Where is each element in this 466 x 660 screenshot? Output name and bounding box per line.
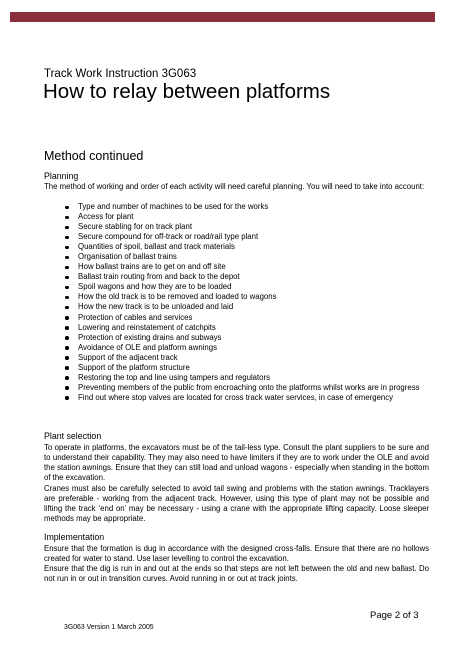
plant-selection-heading: Plant selection [44, 431, 102, 441]
list-item: Avoidance of OLE and platform awnings [44, 343, 429, 353]
list-item: Quantities of spoil, ballast and track materials [44, 242, 429, 252]
plant-selection-paragraph-1: To operate in platforms, the excavators must be of the tail-less type. Consult the plant suppliers to be sure and to understand their capability. They may also need to have limiters if they are to work under the OLE and avoid the station awnings. Ensure that they can still load and unload wagons - especially when standing in the bottom of the excavation. [44, 443, 429, 483]
list-item: Spoil wagons and how they are to be loaded [44, 282, 429, 292]
planning-intro: The method of working and order of each activity will need careful planning. You will need to take into account: [44, 182, 425, 191]
list-item: Protection of existing drains and subways [44, 333, 429, 343]
list-item: Secure compound for off-track or road/rail type plant [44, 232, 429, 242]
list-item: Protection of cables and services [44, 313, 429, 323]
implementation-paragraph-2: Ensure that the dig is run in and out at the ends so that steps are not left between the old and new ballast. Do not run in or out in transition curves. Avoid running in or out at track joints. [44, 564, 429, 584]
list-item: Support of the platform structure [44, 363, 429, 373]
list-item: Access for plant [44, 212, 429, 222]
list-item: Lowering and reinstatement of catchpits [44, 323, 429, 333]
list-item: Support of the adjacent track [44, 353, 429, 363]
list-item: Restoring the top and line using tampers and regulators [44, 373, 429, 383]
list-item: Ballast train routing from and back to the depot [44, 272, 429, 282]
plant-selection-paragraph-2: Cranes must also be carefully selected to avoid tail swing and problems with the station awnings. Tracklayers are preferable - working from the adjacent track. However, using this type of plant may not be possible and lifting the track ‘end on’ may be necessary - using a crane with the appropriate lifting capacity. Loose sleeper methods may be appropriate. [44, 484, 429, 524]
section-title: Method continued [44, 149, 144, 163]
planning-heading: Planning [44, 171, 79, 181]
implementation-paragraph-1: Ensure that the formation is dug in accordance with the designed cross-falls. Ensure that there are no hollows created for water to stand. Use laser levelling to control the excavation. [44, 544, 429, 564]
list-item: How the new track is to be unloaded and laid [44, 302, 429, 312]
page-title: How to relay between platforms [43, 80, 331, 103]
list-item: Secure stabling for on track plant [44, 222, 429, 232]
list-item: Preventing members of the public from encroaching onto the platforms whilst works are in progress [44, 383, 429, 393]
list-item: How ballast trains are to get on and off site [44, 262, 429, 272]
planning-list [44, 202, 429, 403]
footer-version: 3G063 Version 1 March 2005 [64, 624, 154, 631]
page-number: Page 2 of 3 [370, 610, 419, 621]
list-item: Type and number of machines to be used for the works [44, 202, 429, 212]
implementation-heading: Implementation [44, 532, 105, 542]
header-bar [10, 12, 435, 22]
list-item: How the old track is to be removed and loaded to wagons [44, 292, 429, 302]
document-reference: Track Work Instruction 3G063 [44, 68, 197, 80]
list-item: Find out where stop valves are located for cross track water services, in case of emergency [44, 393, 429, 403]
list-item: Organisation of ballast trains [44, 252, 429, 262]
